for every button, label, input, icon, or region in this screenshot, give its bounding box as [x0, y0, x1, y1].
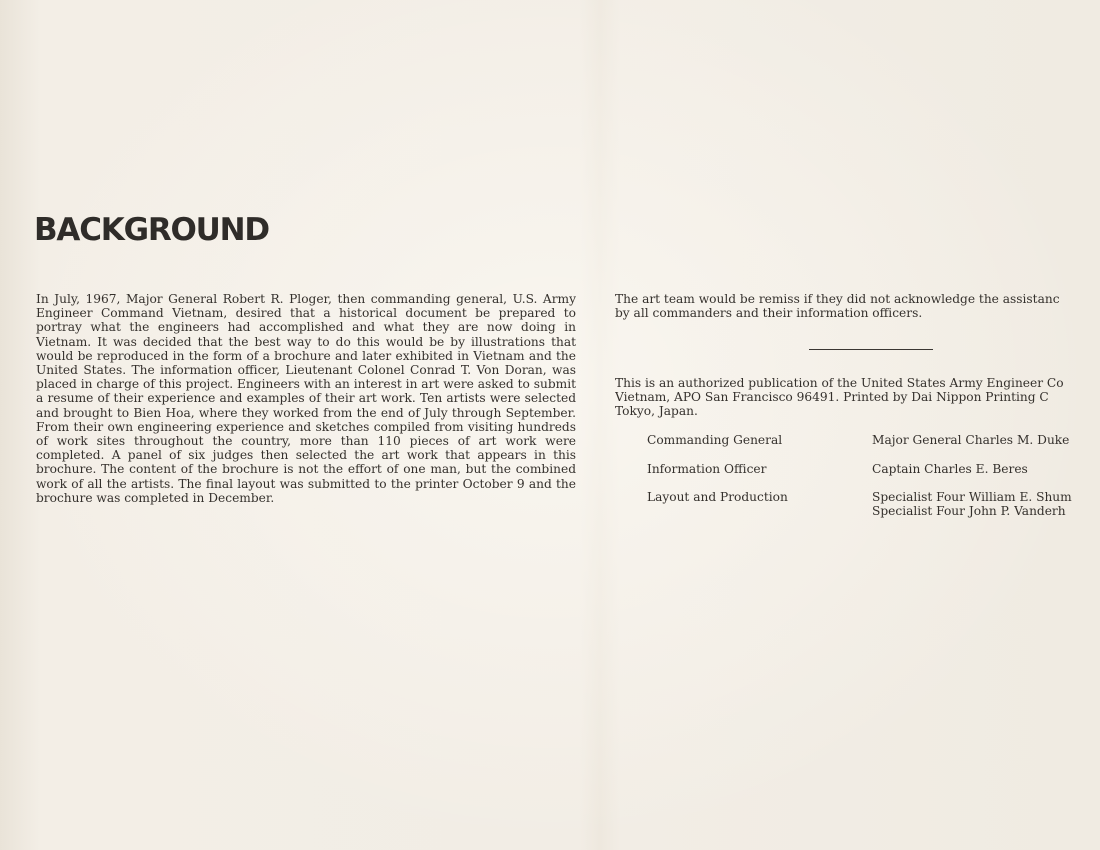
acknowledgement-line: by all commanders and their information officers.: [615, 306, 923, 321]
publication-line: This is an authorized publication of the United States Army Engineer Co: [615, 376, 1064, 390]
credit-name: Specialist Four John P. Vanderh: [872, 504, 1066, 519]
right-column: [615, 292, 1100, 532]
background-paragraph: In July, 1967, Major General Robert R. Ploger, then commanding general, U.S. Army Engineer Command Vietnam, desired that a historical document be prepared to portray what the engineers had accomplished and what they are now doing in Vietnam. It was decided that the best way to do this would be by illustrations that would be reproduced in the form of a brochure and later exhibited in Vietnam and the United States. The information officer, Lieutenant Colonel Conrad T. Von Doran, was placed in charge of this project. Engineers with an interest in art were asked to submit a resume of their experience and examples of their art work. Ten artists were selected and brought to Bien Hoa, where they worked from the end of July through September. From their own engineering experience and sketches compiled from visiting hundreds of work sites throughout the country, more than 110 pieces of art work were completed. A panel of six judges then selected the art work that appears in this brochure. The content of the brochure is not the effort of one man, but the combined work of all the artists. The final layout was submitted to the printer October 9 and the brochure was completed in December.: [36, 292, 576, 505]
section-heading: BACKGROUND: [34, 212, 269, 248]
publication-line: Vietnam, APO San Francisco 96491. Printed by Dai Nippon Printing C: [615, 390, 1049, 405]
credit-names: [872, 490, 1072, 518]
credit-role: Information Officer: [647, 461, 767, 476]
credit-names: [872, 433, 1069, 447]
credit-role: Commanding General: [647, 433, 783, 447]
publication-paragraph: [615, 376, 1064, 419]
acknowledgement-paragraph: [615, 292, 1100, 320]
credit-row: [647, 433, 1100, 462]
credit-name: Specialist Four William E. Shum: [872, 490, 1072, 504]
credit-names: [872, 462, 1028, 476]
credit-row: [647, 490, 1100, 519]
credit-row: [647, 462, 1100, 491]
credit-name: Major General Charles M. Duke: [872, 433, 1070, 447]
acknowledgement-line: The art team would be remiss if they did not acknowledge the assistanc: [615, 292, 1060, 306]
credits-list: [647, 433, 1100, 519]
publication-line: Tokyo, Japan.: [615, 404, 698, 419]
divider-rule: [809, 349, 933, 350]
credit-name: Captain Charles E. Beres: [872, 461, 1028, 476]
credit-role: Layout and Production: [647, 490, 788, 504]
